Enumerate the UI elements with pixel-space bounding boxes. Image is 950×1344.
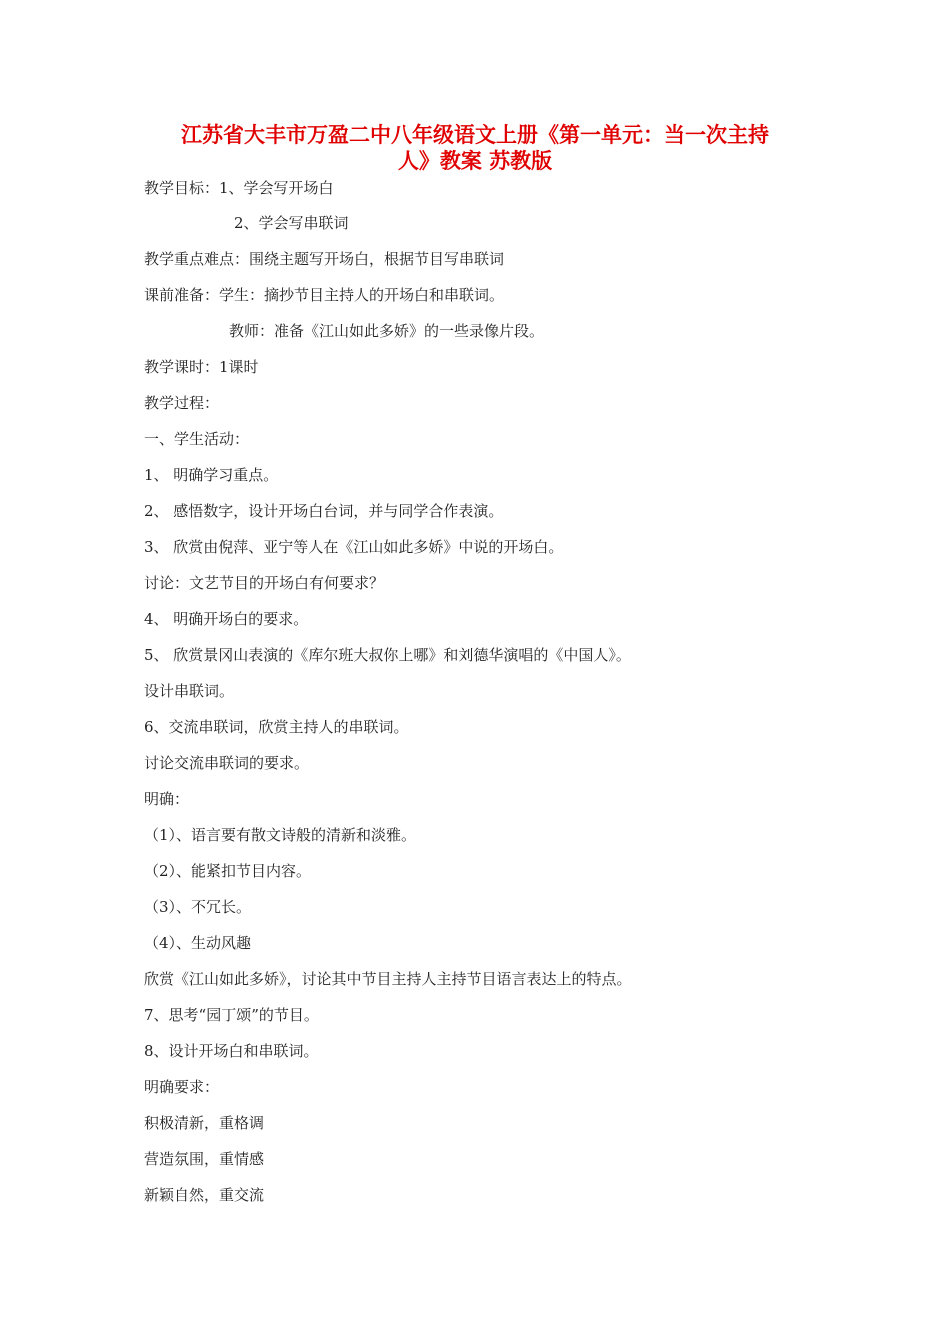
class-hours: 教学课时：1课时 (144, 358, 259, 376)
discussion-line: 讨论交流串联词的要求。 (144, 754, 310, 772)
requirement-item: 新颖自然，重交流 (144, 1186, 265, 1204)
requirement-item: 营造氛围，重情感 (144, 1150, 265, 1168)
document-title (150, 122, 800, 174)
requirement-item: 积极清新，重格调 (144, 1114, 265, 1132)
preparation-teacher: 教师：准备《江山如此多娇》的一些录像片段。 (229, 322, 545, 340)
preparation-students: 课前准备：学生：摘抄节目主持人的开场白和串联词。 (144, 286, 505, 304)
process-heading: 教学过程： (144, 394, 220, 412)
list-item: 1、 明确学习重点。 (144, 466, 279, 484)
text-line: 明确： (144, 790, 190, 808)
requirement-item: （3）、不冗长。 (144, 898, 252, 916)
list-item: 5、 欣赏景冈山表演的《库尔班大叔你上哪》和刘德华演唱的《中国人》。 (144, 646, 631, 664)
text-line: 设计串联词。 (144, 682, 235, 700)
list-item: 8、设计开场白和串联词。 (144, 1042, 319, 1060)
requirement-item: （1）、语言要有散文诗般的清新和淡雅。 (144, 826, 417, 844)
requirement-item: （2）、能紧扣节目内容。 (144, 862, 312, 880)
section-student-activity: 一、学生活动： (144, 430, 250, 448)
list-item: 3、 欣赏由倪萍、亚宁等人在《江山如此多娇》中说的开场白。 (144, 538, 564, 556)
list-item: 6、交流串联词，欣赏主持人的串联词。 (144, 718, 409, 736)
requirement-item: （4）、生动风趣 (144, 934, 252, 952)
title-line-2: 人》教案 苏教版 (397, 149, 553, 173)
list-item: 2、 感悟数字，设计开场白台词，并与同学合作表演。 (144, 502, 504, 520)
text-line: 欣赏《江山如此多娇》，讨论其中节目主持人主持节目语言表达上的特点。 (144, 970, 632, 988)
teaching-goal-1: 教学目标：1、学会写开场白 (144, 179, 334, 197)
list-item: 4、 明确开场白的要求。 (144, 610, 309, 628)
title-line-1: 江苏省大丰市万盈二中八年级语文上册《第一单元：当一次主持 (181, 123, 769, 147)
list-item: 7、思考“园丁颂”的节目。 (144, 1006, 319, 1024)
key-difficulties: 教学重点难点：围绕主题写开场白，根据节目写串联词 (144, 250, 505, 268)
teaching-goal-2: 2、学会写串联词 (234, 214, 349, 232)
text-line: 明确要求： (144, 1078, 220, 1096)
discussion-line: 讨论：文艺节目的开场白有何要求？ (144, 574, 385, 592)
